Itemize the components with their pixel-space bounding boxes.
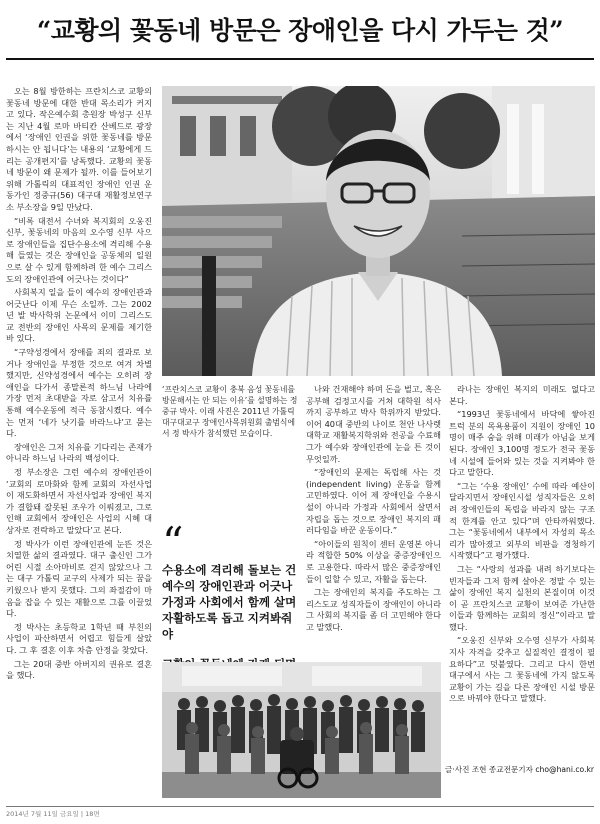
group-photo-image (162, 662, 441, 798)
paragraph: 정 박사가 이런 장애인관에 눈뜬 것은 치열한 삶의 결과였다. 대구 출신인 그가 어린 시절 소아마비로 걷지 않았으나 그는 대구 가톨릭 교구의 사제가 되는 꿈을 키웠으나 받지 못했다. 그의 좌절감이 마음을 잡을 수 있는 재활으로 그를 이끌었다. (6, 538, 152, 619)
headline: “교황의 꽃동네 방문은 장애인을 다시 가두는 것” (36, 16, 564, 45)
paragraph: “구약성경에서 장애를 죄의 결과로 보거나 장애인을 부정한 것으로 여겨 차별했지만, 신약성경에서 예수는 오히려 장애인을 다가서 종말론적 하느님 나라에 가장 먼저 초대받을 자로 삼고서 치유를 통해 예수운동에 적극 동참시켰다. 예수는 먼저 ‘네가 낫기를 바라느냐’고 묻는다. (6, 347, 152, 439)
article-column-3 (306, 384, 441, 674)
page-footer: 2014년 7월 11일 금요일 | 18면 (6, 806, 594, 818)
pull-quote-main: 수용소에 격리해 돌보는 건 예수의 장애인관과 어긋나 가정과 사회에서 함께 살며 자활하도록 돕고 지켜봐줘야 (162, 563, 297, 641)
headline-rule (6, 58, 594, 60)
group-photo (162, 662, 441, 798)
paragraph: “1993년 꽃동네에서 바닥에 쌓아진 트럭 분의 목욕용품이 지원이 장애인 10명이 매주 숨을 위해 미래가 아님을 보게 된다. 장애인 3,100명 정도가 전국 꽃동네 시설에 들어와 있는 것을 지켜봐야 한다고 말한다. (449, 409, 595, 478)
paragraph: 정 박사는 초등학교 1학년 때 부친의 사업이 파산하면서 어렵고 힘들게 살았다. 그 후 결혼 이후 차츰 안정을 찾았다. (6, 621, 152, 655)
paragraph: “비록 대전서 수녀와 복지회의 오웅진 신부, 꽃동네의 마음의 오수영 신부 사으로 장애인들을 집단수용소에 격리해 수용해 들였는 것은 장애인을 공동체의 일원으로 살 수 있게 함께하려 한 예수 그리스도의 장애인관에 어긋나는 것이다” (6, 215, 152, 284)
article-column-1 (6, 86, 152, 798)
quote-mark-icon: “ (162, 518, 184, 567)
article-column-4 (449, 384, 595, 756)
paragraph: 나와 건재해야 하며 돈을 벌고, 혹은 공부해 검정고시를 거쳐 대학원 석사까지 공부하고 박사 학위까지 받았다. 이어 40대 중반의 나이로 천안 나사렛대학교 재활복지학위와 전공을 수료해 그가 예수와 장애인관에 눈을 튼 것이 무엇일까. (306, 384, 441, 464)
paragraph: 사회복지 일을 들이 예수의 장애인관과 어긋난다 이제 무슨 소일까. 그는 2002년 발 박사학위 논문에서 이미 그리스도교 전반의 장애인 사목의 문제를 제기한 바 있다. (6, 287, 152, 344)
paragraph: “장애인의 문제는 독립해 사는 것(independent living) 운동을 함께 고민하였다. 이어 제 장애인을 수용시설이 아니라 가정과 사회에서 살면서 자립을 돕는 것으로 장애인 복지의 패러다임을 바꾼 운동이다.” (306, 467, 441, 536)
portrait-photo-image (162, 86, 595, 376)
headline-bar (0, 0, 600, 58)
paragraph: 장애인은 그저 치유를 기다리는 존재가 아니라 하느님 나라의 백성이다. (6, 441, 152, 464)
photo-caption: ‘프란치스코 교황이 충북 음성 꽃동네를 방문해서는 안 되는 이유’를 설명하는 정중규 박사. 이래 사진은 2011년 가톨릭 대구대교구 장애인사목위원회 출범식에서 정 박사가 참석했던 모습이다. (162, 385, 298, 438)
paragraph: 그는 “사랑의 성과를 내려 하기보다는 빈자들과 그저 함께 살아온 정말 수 있는 삶이 장애인 복지 실천의 본질이며 이것이 곧 프란치스코 교황이 보여준 가난한 이들과 함께하는 교회의 정신”이라고 말했다. (449, 563, 595, 632)
paragraph: 정 부소장은 그런 예수의 장애인관이 ‘교회의 로마화와 함께 교회의 자선사업이 재도화하면서 자선사업과 장애인 복지가 결합돼 잘못된 조우가 이뤄졌고, 그로 인해 교회에서 장애인은 사업의 시혜 대상자로 전락하고 말았다’고 본다. (6, 467, 152, 535)
paragraph: “그는 ‘수용 장애인’ 수에 따라 예산이 달라지면서 장애인시설 성직자들은 오히려 장애인들의 독립을 바라지 않는 구조적 한계를 안고 있다”며 안타까워했다. 그는 “꽃동네에서 내부에서 자성의 목소리가 많아졌고 외부의 비판을 경청하기 시작했다”고 평가했다. (449, 480, 595, 561)
paragraph: “아이들의 원칙이 센터 운영본 아니라 적합한 50% 이상을 중증장애인으로 고용한다. 따라서 많은 중증장애인들이 일할 수 있고, 자활을 돕는다. (306, 538, 441, 584)
paragraph: 오는 8월 방한하는 프란치스코 교황의 꽃동네 방문에 대한 반대 목소리가 커지고 있다. 작은예수회 총원장 박성구 신부는 지난 4월 로마 바티칸 산베드로 광장에서 ‘장애인 인권을 위한 꽃동네를 방문하시는 안 됩니다’는 내용의 ‘교황에게 드리는 공개편지’를 낭독했다. 교황의 꽃동네 방문이 왜 문제가 될까. 이를 들어보기 위해 가톨릭의 대표적인 장애인 인권 운동가인 정중규(56) 대구대 재활정보연구소 부소장을 9일 만났다. (6, 86, 152, 212)
byline: 글·사진 조현 종교전문기자 cho@hani.co.kr (445, 765, 594, 774)
paragraph: 그는 20대 중반 아버지의 권유로 결혼을 했다. (6, 658, 152, 681)
paragraph: 라나는 장애인 복지의 미래도 없다고 본다. (449, 384, 595, 406)
paragraph: 그는 장애인의 복지를 주도하는 그리스도교 성직자들이 장애인이 아니라 그 사회의 복지를 좀 더 고민해야 한다고 말했다. (306, 587, 441, 632)
paragraph: “오웅진 신부와 오수영 신부가 사회복지사 자격을 갖추고 실질적인 결정이 필요하다”고 덧붙였다. 그리고 다시 한번 대구에서 사는 그 꽃동네에 가지 않도록 교황이 가는 길을 다른 장애인 시설 방문으로 바꿔야 한다고 말했다. (449, 635, 595, 704)
portrait-photo (162, 86, 595, 376)
